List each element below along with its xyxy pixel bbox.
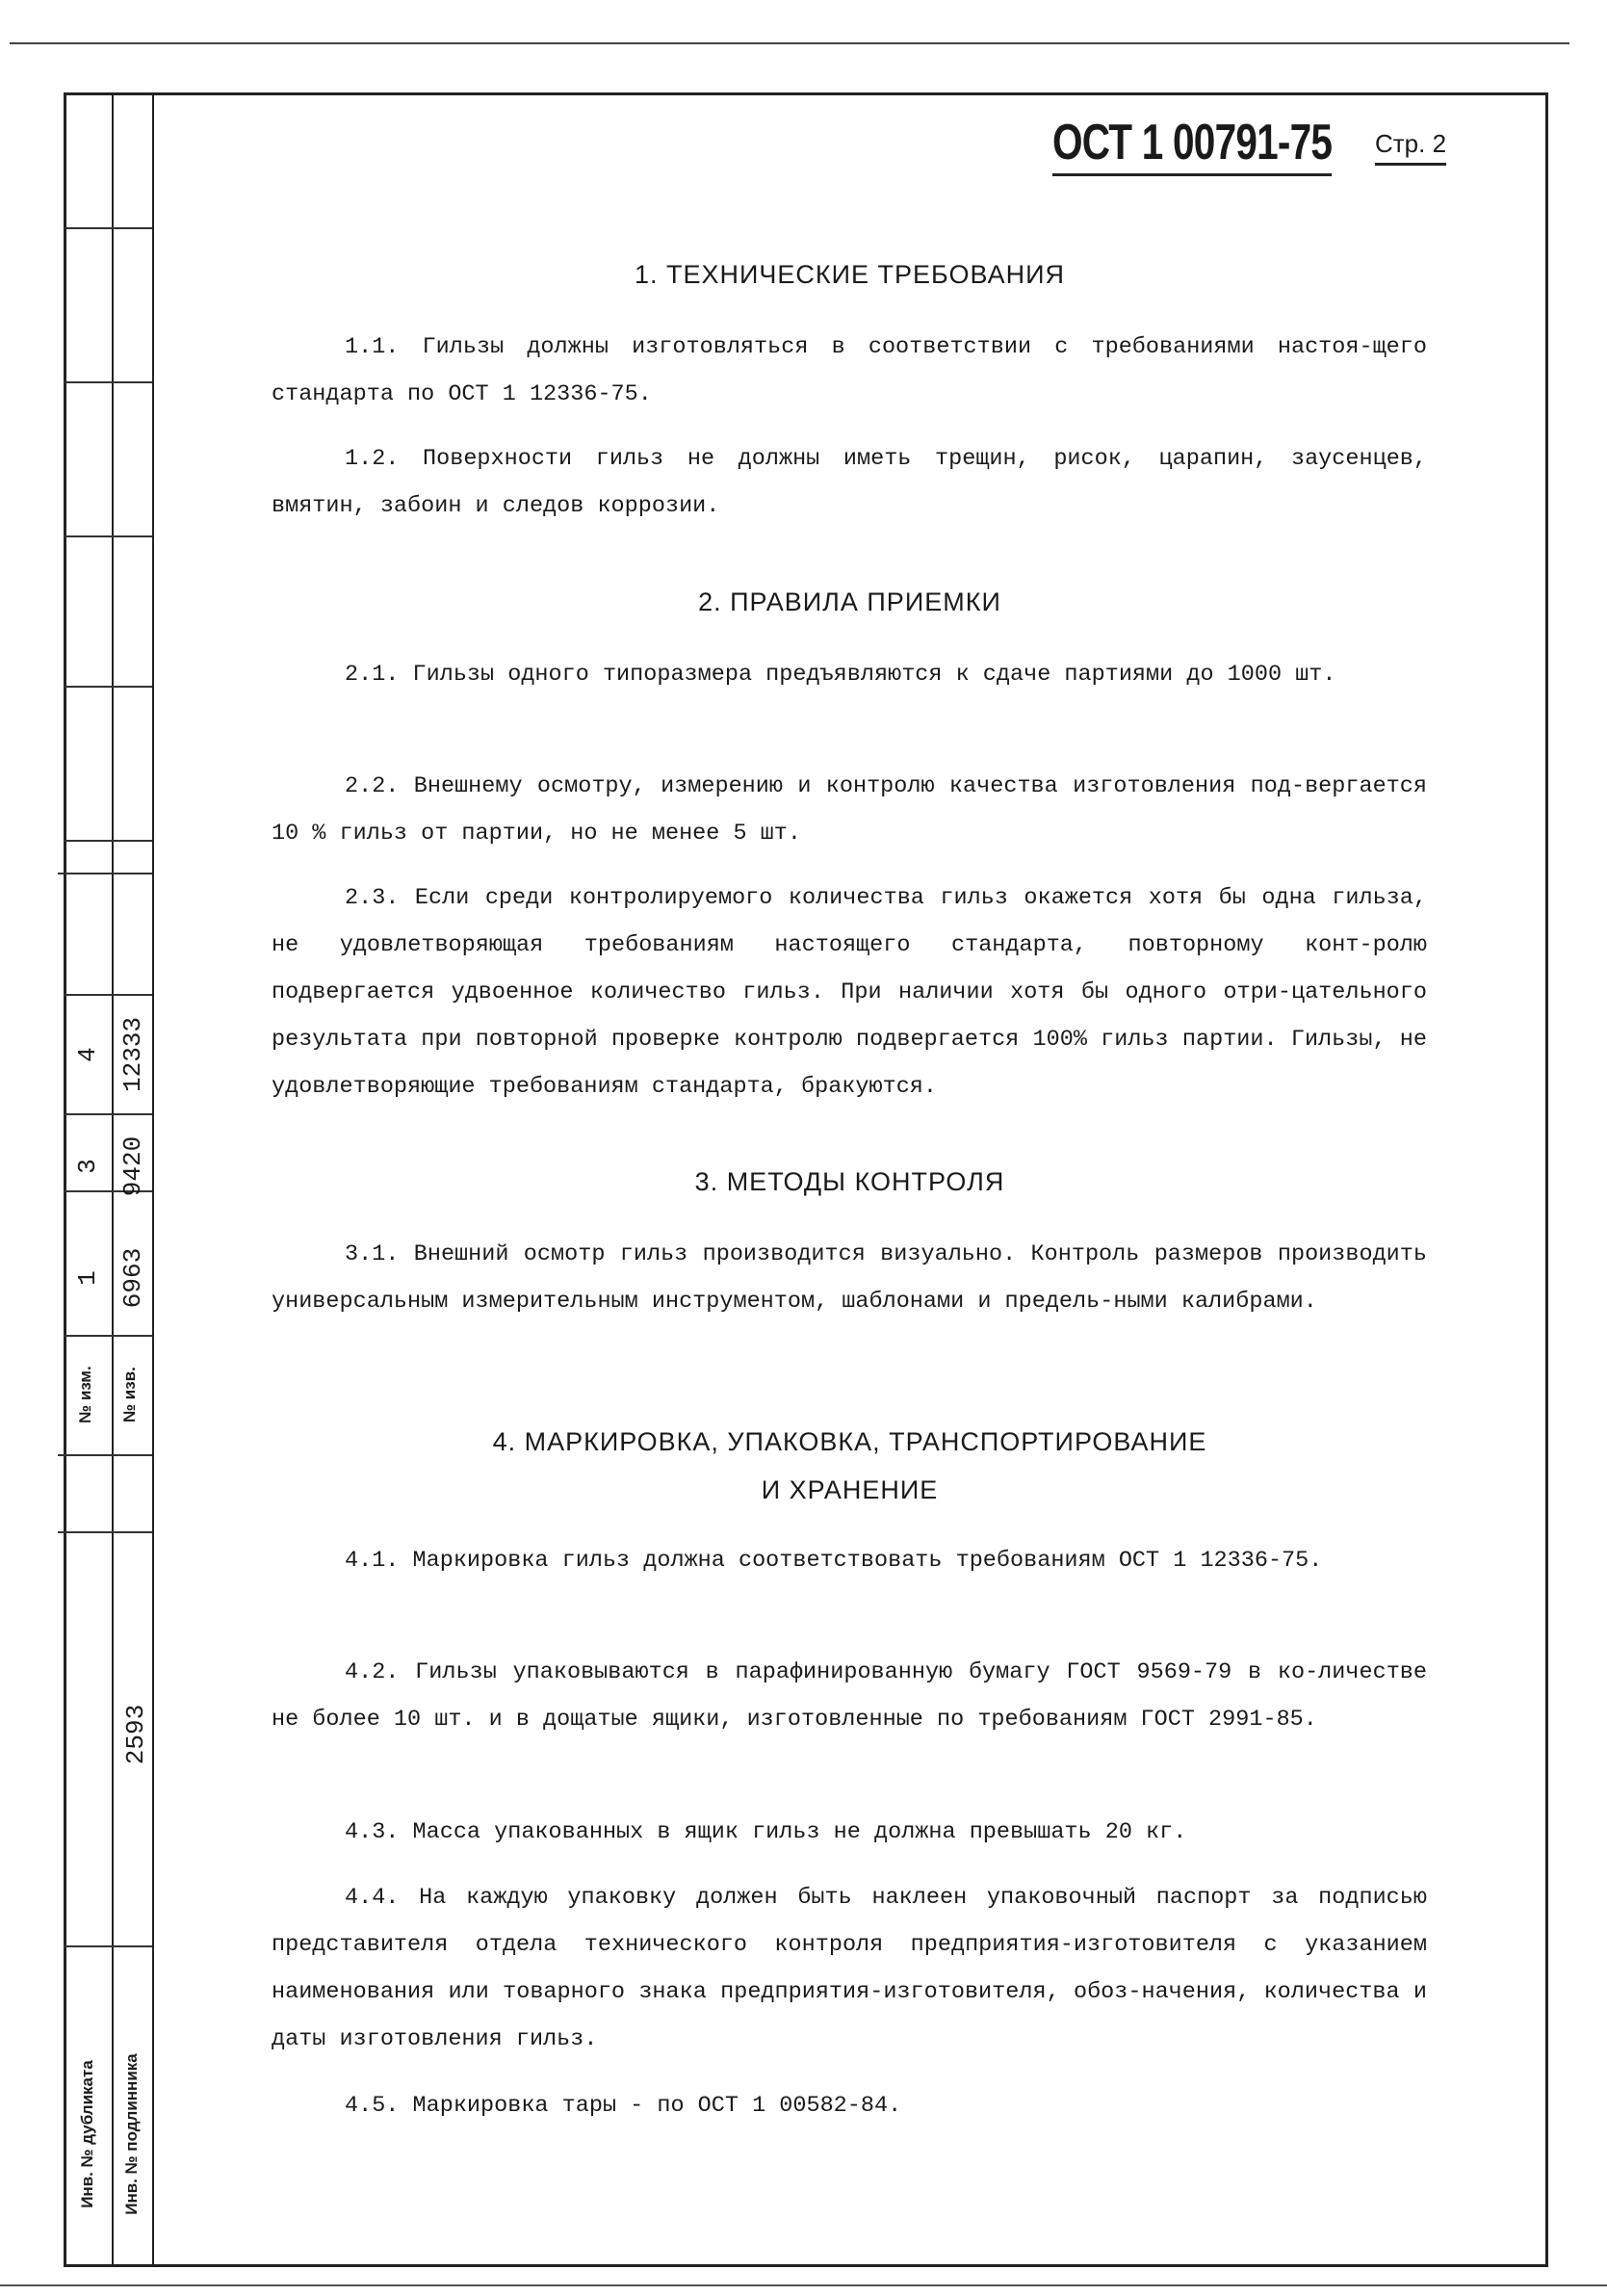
change-number-label: № изм.: [76, 1366, 94, 1423]
original-inventory-number: 2593: [121, 1704, 150, 1765]
change-number: 4: [73, 1047, 102, 1062]
notice-number-label: № изв.: [120, 1367, 139, 1422]
paragraph: 4.3. Масса упакованных в ящик гильз не должна превышать 20 кг.: [345, 1819, 1187, 1845]
change-number: 3: [73, 1159, 102, 1174]
paragraph: 4.1. Маркировка гильз должна соответствовать требованиям ОСТ 1 12336-75.: [345, 1548, 1323, 1574]
paragraph: 2.1. Гильзы одного типоразмера предъявляются к сдаче партиями до 1000 шт.: [345, 662, 1336, 688]
original-inventory-label: Инв. № подлинника: [122, 2053, 141, 2215]
margin-divider: [64, 686, 152, 688]
document-code: ОСТ 1 00791-75: [1052, 114, 1332, 176]
margin-divider: [64, 1945, 152, 1947]
change-number: 1: [73, 1270, 102, 1286]
paragraph: 4.4. На каждую упаковку должен быть наклеен упаковочный паспорт за подписью представителя отдела технического контроля предприятия-изготовителя с указанием наименования или товарного знака предприятия-изготовителя, обоз-начения, количества и даты изготовления гильз.: [272, 1885, 1427, 2052]
section-heading: 2. ПРАВИЛА ПРИЕМКИ: [698, 587, 1001, 616]
paragraph: 3.1. Внешний осмотр гильз производится визуально. Контроль размеров производить универсальным измерительным инструментом, шаблонами и предель-ными калибрами.: [272, 1241, 1427, 1315]
margin-divider: [64, 381, 152, 383]
section-heading: 4. МАРКИРОВКА, УПАКОВКА, ТРАНСПОРТИРОВАНИЕ: [492, 1427, 1207, 1456]
paragraph: 4.5. Маркировка тары - по ОСТ 1 00582-84.: [345, 2093, 902, 2119]
top-border-line: [10, 42, 1569, 44]
paragraph: 2.3. Если среди контролируемого количества гильз окажется хотя бы одна гильза, не удовлетворяющая требованиям настоящего стандарта, повторному конт-ролю подвергается удвоенное количество гильз. При наличии хотя бы одного отри-цательного результата при повторной проверке контролю подвергается 100% гильз партии. Гильзы, не удовлетворяющие требованиям стандарта, бракуются.: [272, 885, 1427, 1100]
margin-divider: [64, 535, 152, 537]
paragraph: 1.1. Гильзы должны изготовляться в соответствии с требованиями настоя-щего стандарта по ОСТ 1 12336-75.: [272, 334, 1427, 407]
bottom-border-line: [0, 2284, 1607, 2286]
section-heading-continued: И ХРАНЕНИЕ: [761, 1475, 939, 1504]
section-heading: 3. МЕТОДЫ КОНТРОЛЯ: [694, 1167, 1005, 1196]
margin-divider: [64, 1113, 152, 1115]
paragraph: 2.2. Внешнему осмотру, измерению и контролю качества изготовления под-вергается 10 % гильз от партии, но не менее 5 шт.: [272, 773, 1427, 847]
margin-divider: [58, 1531, 152, 1533]
paragraph: 1.2. Поверхности гильз не должны иметь трещин, рисок, царапин, заусенцев, вмятин, забоин и следов коррозии.: [272, 446, 1427, 519]
margin-divider: [64, 227, 152, 229]
section-heading: 1. ТЕХНИЧЕСКИЕ ТРЕБОВАНИЯ: [634, 260, 1066, 289]
margin-divider: [64, 994, 152, 996]
notice-number: 6963: [118, 1247, 147, 1309]
margin-divider: [64, 1335, 152, 1337]
margin-divider: [64, 840, 152, 842]
paragraph: 4.2. Гильзы упаковываются в парафинированную бумагу ГОСТ 9569-79 в ко-личестве не более 10 шт. и в дощатые ящики, изготовленные по требованиям ГОСТ 2991-85.: [272, 1659, 1427, 1733]
margin-divider: [58, 873, 152, 874]
page-number: Стр. 2: [1375, 129, 1446, 166]
notice-number: 12333: [118, 1016, 147, 1092]
notice-number: 9420: [118, 1135, 147, 1197]
duplicate-inventory-label: Инв. № дубликата: [78, 2060, 96, 2208]
